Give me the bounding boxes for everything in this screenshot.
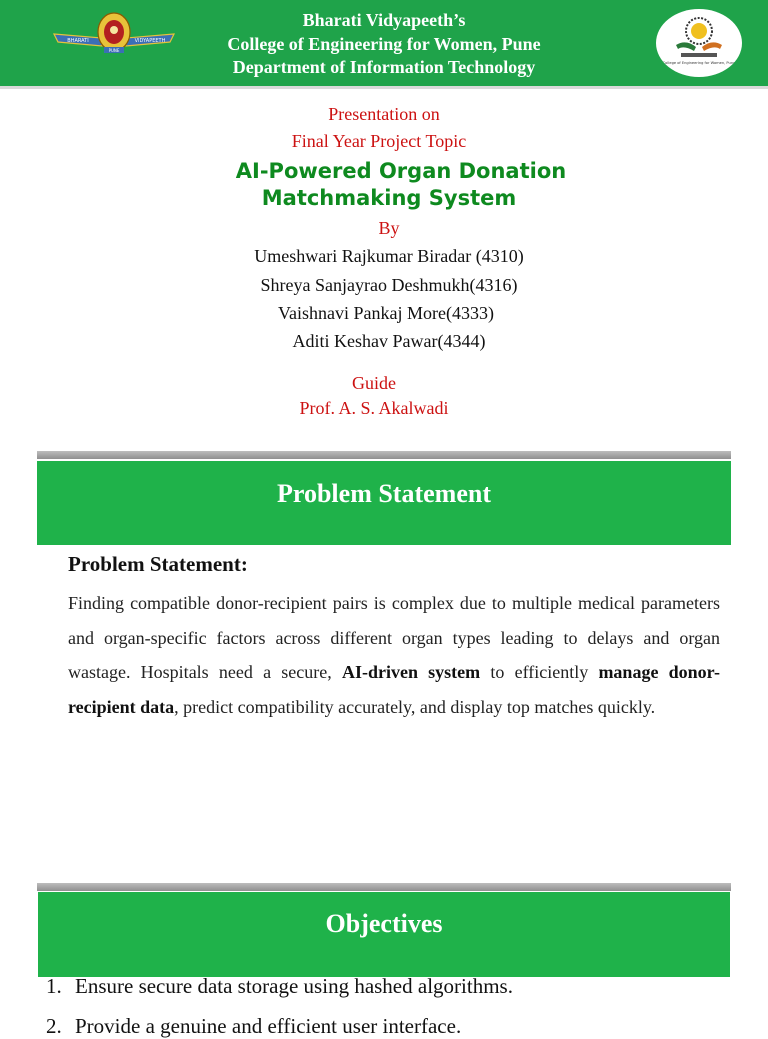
header-line-1: Bharati Vidyapeeth’s [302,10,466,30]
header-divider [0,86,768,89]
presentation-on-label: Presentation on [328,104,440,124]
problem-text-part-1: Finding compatible donor-recipient pairs is complex due to multiple medical parameters and organ-specific factors across different organ types leading to delays and organ wastage. Hospitals need a secure, [68,593,720,683]
objectives-band: Objectives [38,892,730,977]
logo-text-left: BHARATI [67,38,89,44]
project-title-line-2: Matchmaking System [261,186,517,210]
college-emblem-logo [656,9,742,77]
objective-item-2 [46,1014,461,1039]
objective-number: 2. [46,1014,62,1038]
problem-band-divider [37,451,731,459]
problem-bold-2: manage donor-recipient data [68,662,720,717]
problem-statement-text [68,586,720,724]
objectives-band-divider [37,883,731,891]
author-1: Umeshwari Rajkumar Biradar (4310) [254,246,524,266]
by-label: By [378,218,400,238]
emblem-text: College of Engineering for Women, Pune [662,61,736,65]
problem-statement-band: Problem Statement [37,461,731,545]
logo-text-bottom: PUNE [108,48,120,53]
project-title-line-1: AI-Powered Organ Donation [235,159,567,183]
emblem-icon [656,9,742,77]
problem-statement-heading: Problem Statement: [68,552,248,576]
objective-text: Provide a genuine and efficient user interface. [75,1014,462,1038]
guide-name: Prof. A. S. Akalwadi [299,398,449,418]
author-2: Shreya Sanjayrao Deshmukh(4316) [260,275,518,295]
objective-text: Ensure secure data storage using hashed algorithms. [75,974,513,998]
author-4: Aditi Keshav Pawar(4344) [292,331,486,351]
problem-text-part-3: , predict compatibility accurately, and display top matches quickly. [174,696,656,717]
header-line-3: Department of Information Technology [232,57,536,77]
logo-text-right: VIDYAPEETH [134,38,166,44]
author-3: Vaishnavi Pankaj More(4333) [278,303,494,323]
objective-item-1 [46,974,513,999]
header-line-2: College of Engineering for Women, Pune [227,34,541,54]
problem-text-part-2: to efficiently [480,662,599,683]
objective-number: 1. [46,974,62,998]
project-topic-label: Final Year Project Topic [291,131,467,151]
college-header [0,0,768,86]
guide-label: Guide [352,373,396,393]
problem-bold-1: AI-driven system [341,662,481,683]
